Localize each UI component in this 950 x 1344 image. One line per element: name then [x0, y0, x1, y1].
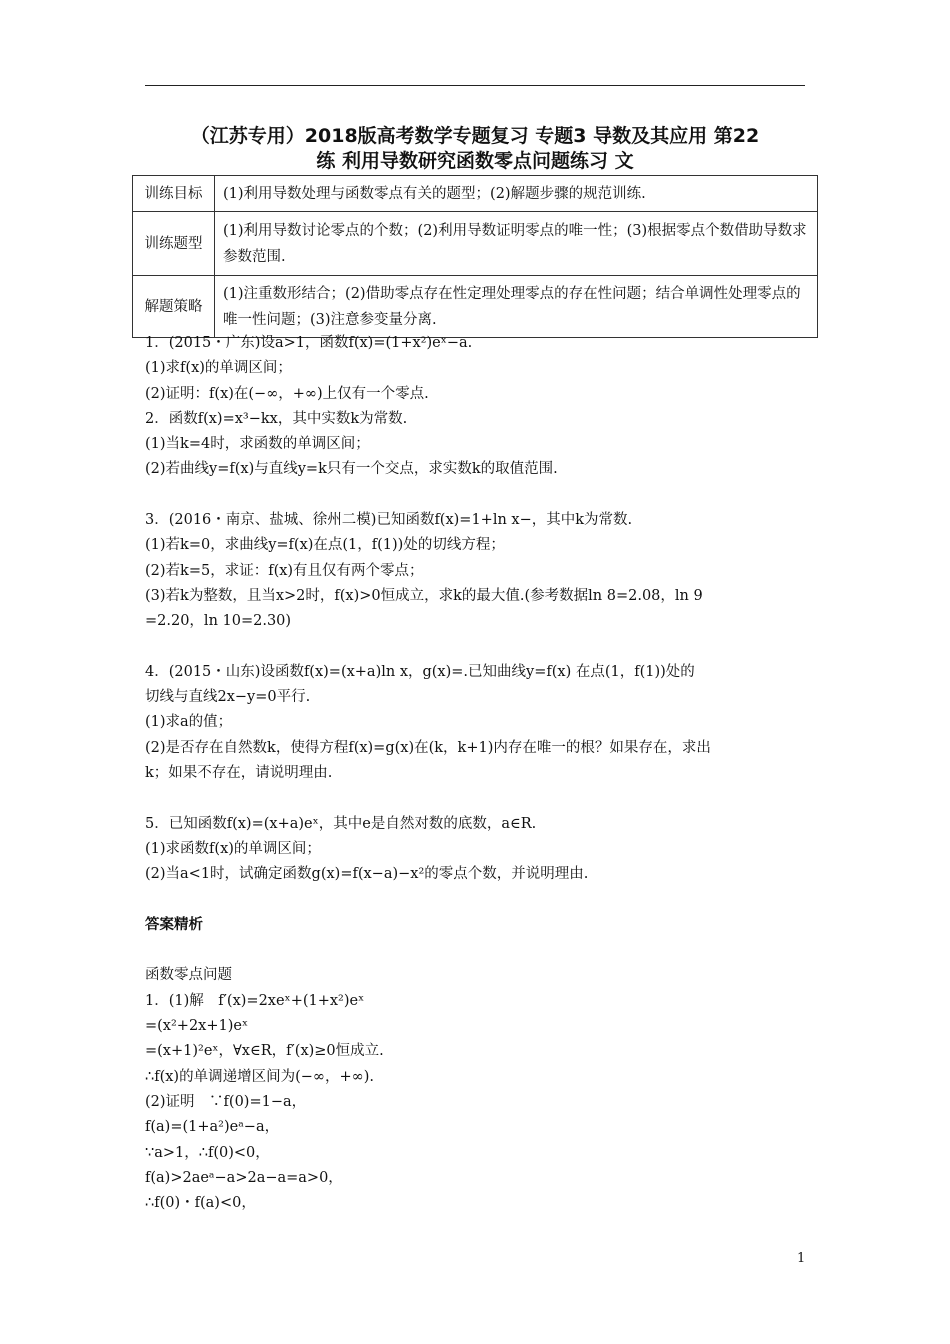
problem-3-part-3-cont: =2.20，ln 10=2.30): [145, 613, 292, 630]
table-row: [133, 176, 818, 212]
header-rule: [145, 85, 805, 86]
answers-topic: 函数零点问题: [145, 967, 232, 984]
problem-1-stem: 1．(2015・广东)设a>1，函数f(x)=(1+x²)eˣ−a.: [145, 335, 473, 351]
document-title: [135, 124, 815, 174]
answer-line: ∴f(x)的单调递增区间为(−∞，+∞).: [145, 1068, 374, 1085]
problem-1-part-2: (2)证明：f(x)在(−∞，+∞)上仅有一个零点.: [145, 385, 429, 402]
row-content: (1)注重数形结合；(2)借助零点存在性定理处理零点的存在性问题；结合单调性处理零点的唯一性问题；(3)注意参变量分离.: [215, 276, 818, 338]
table-row: [133, 276, 818, 338]
training-goals-table: [132, 175, 818, 338]
answer-line: f(a)=(1+a²)eᵃ−a，: [145, 1119, 280, 1136]
table-row: [133, 212, 818, 276]
problem-3-part-3: (3)若k为整数，且当x>2时，f(x)>0恒成立，求k的最大值.(参考数据ln 8=2.08，ln 9: [145, 587, 703, 604]
problem-2-stem: 2．函数f(x)=x³−kx，其中实数k为常数.: [145, 410, 408, 427]
answers-heading: 答案精析: [145, 916, 203, 933]
problem-5-stem: 5．已知函数f(x)=(x+a)eˣ，其中e是自然对数的底数，a∈R.: [145, 815, 537, 832]
problem-4-part-2: (2)是否存在自然数k，使得方程f(x)=g(x)在(k，k+1)内存在唯一的根？如果存在，求出: [145, 739, 711, 756]
answer-line: ∴f(0)・f(a)<0，: [145, 1195, 256, 1212]
answer-line: f(a)>2aeᵃ−a>2a−a=a>0，: [145, 1169, 343, 1186]
row-label: 解题策略: [133, 276, 215, 338]
answer-line: 1．(1)解 f′(x)=2xeˣ+(1+x²)eˣ: [145, 992, 365, 1009]
answer-line: (2)证明 ∵f(0)=1−a，: [145, 1093, 307, 1110]
problem-4-stem: 4．(2015・山东)设函数f(x)=(x+a)ln x，g(x)=.已知曲线y=f(x) 在点(1，f(1))处的: [145, 663, 695, 680]
problem-2-part-1: (1)当k=4时，求函数的单调区间；: [145, 436, 370, 453]
title-line-2: 练 利用导数研究函数零点问题练习 文: [316, 150, 634, 172]
spacer: [145, 786, 813, 811]
problems-and-answers: [145, 331, 813, 1216]
page-number: 1: [797, 1251, 806, 1266]
problem-5-part-2: (2)当a<1时，试确定函数g(x)=f(x−a)−x²的零点个数，并说明理由.: [145, 866, 589, 883]
answer-line: ∵a>1，∴f(0)<0，: [145, 1144, 270, 1161]
problem-3-part-2: (2)若k=5，求证：f(x)有且仅有两个零点；: [145, 562, 424, 579]
problem-3-stem: 3．(2016・南京、盐城、徐州二模)已知函数f(x)=1+ln x−，其中k为常数.: [145, 512, 633, 529]
problem-5-part-1: (1)求函数f(x)的单调区间；: [145, 840, 321, 857]
spacer: [145, 635, 813, 660]
title-line-1: （江苏专用）2018版高考数学专题复习 专题3 导数及其应用 第22: [190, 125, 760, 147]
spacer: [145, 483, 813, 508]
spacer: [145, 938, 813, 963]
row-label: 训练题型: [133, 212, 215, 276]
row-content: (1)利用导数处理与函数零点有关的题型；(2)解题步骤的规范训练.: [215, 176, 818, 212]
spacer: [145, 888, 813, 913]
answer-line: =(x+1)²eˣ，∀x∈R，f′(x)≥0恒成立.: [145, 1043, 384, 1060]
problem-3-part-1: (1)若k=0，求曲线y=f(x)在点(1，f(1))处的切线方程；: [145, 537, 505, 554]
row-content: (1)利用导数讨论零点的个数；(2)利用导数证明零点的唯一性；(3)根据零点个数借助导数求参数范围.: [215, 212, 818, 276]
problem-4-stem-cont: 切线与直线2x−y=0平行.: [145, 689, 311, 706]
problem-1-part-1: (1)求f(x)的单调区间；: [145, 360, 292, 377]
answer-line: =(x²+2x+1)eˣ: [145, 1018, 249, 1035]
problem-4-part-1: (1)求a的值；: [145, 714, 233, 731]
problem-2-part-2: (2)若曲线y=f(x)与直线y=k只有一个交点，求实数k的取值范围.: [145, 461, 558, 478]
problem-4-part-2-cont: k；如果不存在，请说明理由.: [145, 765, 333, 782]
row-label: 训练目标: [133, 176, 215, 212]
